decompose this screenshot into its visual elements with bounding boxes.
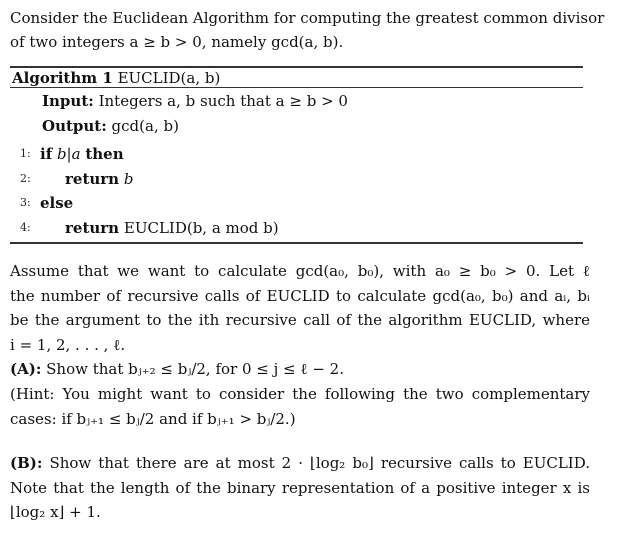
part-a-text: Show that bⱼ₊₂ ≤ bⱼ/2, for 0 ≤ j ≤ ℓ − 2. <box>46 360 344 378</box>
assume-line-1: Assume that we want to calculate gcd(a₀, b₀), with a₀ ≥ b₀ > 0. Let ℓ <box>10 262 590 280</box>
keyword-return-2: return <box>65 219 120 237</box>
keyword-if: if <box>40 145 53 163</box>
input-label: Input: <box>42 92 94 110</box>
line-number-3: 3: <box>20 196 31 209</box>
hint-line-2: cases: if bⱼ₊₁ ≤ bⱼ/2 and if bⱼ₊₁ > bⱼ/2.) <box>10 409 296 428</box>
keyword-return: return <box>65 170 120 188</box>
condition-text: b|a <box>56 145 81 163</box>
output-text: gcd(a, b) <box>111 117 179 135</box>
part-b-text: Show that there are at most 2 · ⌊log₂ b₀⌋ recursive calls to EUCLID. <box>49 454 590 472</box>
recursive-call: EUCLID(b, a mod b) <box>123 219 279 237</box>
assume-line-2: the number of recursive calls of EUCLID to calculate gcd(a₀, b₀) and aᵢ, bᵢ <box>10 286 590 305</box>
part-b-line <box>10 451 590 476</box>
intro-line-2: of two integers a ≥ b > 0, namely gcd(a, b). <box>10 33 344 51</box>
algorithm-name: EUCLID(a, b) <box>117 69 221 87</box>
part-a <box>10 357 590 382</box>
output-label: Output: <box>42 117 107 135</box>
keyword-else: else <box>40 194 74 212</box>
intro-paragraph <box>10 6 610 54</box>
part-b-label: (B): <box>10 454 43 472</box>
keyword-then: then <box>85 145 124 163</box>
line-number-1: 1: <box>20 147 31 160</box>
assume-paragraph <box>10 259 590 357</box>
algorithm-line-3 <box>40 193 73 213</box>
note-line-1: Note that the length of the binary representation of a positive integer x is <box>10 478 590 497</box>
algorithm-title-rule <box>10 87 583 88</box>
part-a-label: (A): <box>10 360 42 378</box>
input-text: Integers a, b such that a ≥ b > 0 <box>98 92 348 110</box>
assume-line-3: be the argument to the ith recursive call of the algorithm EUCLID, where <box>10 311 590 329</box>
intro-line-1: Consider the Euclidean Algorithm for computing the greatest common divisor <box>10 9 605 27</box>
hint-line-1: (Hint: You might want to consider the following the two complementary <box>10 385 590 403</box>
algorithm-line-1 <box>40 144 124 164</box>
line-number-2: 2: <box>20 172 31 185</box>
algorithm-line-2 <box>65 169 133 189</box>
hint-paragraph <box>10 382 590 431</box>
note-line-2: ⌊log₂ x⌋ + 1. <box>10 503 101 521</box>
return-value: b <box>123 170 134 188</box>
algorithm-line-4 <box>65 218 279 238</box>
algorithm-output <box>42 116 179 136</box>
part-b-paragraph <box>10 451 590 525</box>
algorithm-bottom-rule <box>10 242 583 244</box>
algorithm-title <box>12 68 220 88</box>
line-number-4: 4: <box>20 221 31 234</box>
algorithm-label: Algorithm 1 <box>12 69 113 87</box>
algorithm-input <box>42 91 348 111</box>
assume-line-4: i = 1, 2, . . . , ℓ. <box>10 335 126 354</box>
